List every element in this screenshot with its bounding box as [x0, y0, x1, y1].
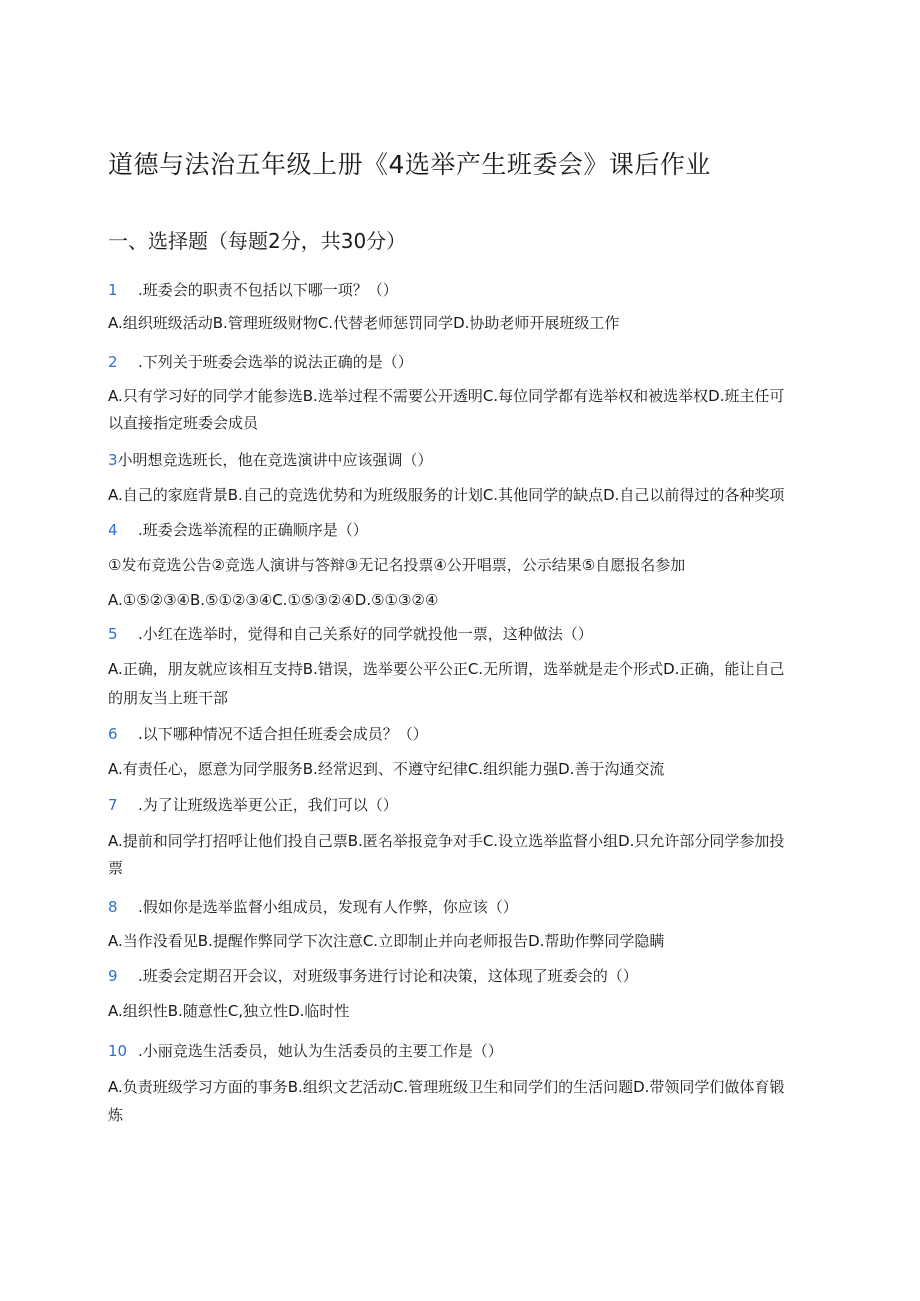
question-text: .下列关于班委会选举的说法正确的是（）	[138, 353, 413, 371]
question-8-options: A.当作没看见B.提醒作弊同学下次注意C.立即制止并向老师报告D.帮助作弊同学隐瞒	[108, 932, 665, 950]
question-7-options-line2: 票	[108, 859, 124, 877]
question-6-options: A.有责任心，愿意为同学服务B.经常迟到、不遵守纪律C.组织能力强D.善于沟通交流	[108, 760, 665, 778]
question-5-options-line2: 的朋友当上班干部	[108, 689, 229, 707]
question-number: 7	[108, 796, 118, 814]
question-7-options-line1: A.提前和同学打招呼让他们投自己票B.匿名举报竞争对手C.设立选举监督小组D.只允许部分同学参加投	[108, 832, 785, 850]
question-5-options-line1: A.正确，朋友就应该相互支持B.错误，选举要公平公正C.无所谓，选举就是走个形式D.正确，能让自己	[108, 660, 785, 678]
document-title: 道德与法治五年级上册《4选举产生班委会》课后作业	[108, 150, 711, 179]
question-number: 4	[108, 521, 118, 539]
question-2-options-line1: A.只有学习好的同学才能参选B.选举过程不需要公开透明C.每位同学都有选举权和被选举权D.班主任可	[108, 387, 785, 405]
question-number: 10	[108, 1042, 128, 1060]
question-number: 6	[108, 725, 118, 743]
question-number: 8	[108, 898, 118, 916]
question-1-options: A.组织班级活动B.管理班级财物C.代替老师惩罚同学D.协助老师开展班级工作	[108, 314, 620, 332]
section-heading: 一、选择题（每题2分，共30分）	[108, 229, 407, 253]
question-4-steps: ①发布竞选公告②竞选人演讲与答辩③无记名投票④公开唱票，公示结果⑤自愿报名参加	[108, 556, 686, 574]
question-1	[108, 278, 398, 302]
question-text: .班委会定期召开会议，对班级事务进行讨论和决策，这体现了班委会的（）	[138, 967, 638, 985]
question-3	[108, 448, 433, 472]
question-text: 小明想竞选班长，他在竞选演讲中应该强调（）	[117, 451, 433, 469]
question-10-options-line1: A.负责班级学习方面的事务B.组织文艺活动C.管理班级卫生和同学们的生活问题D.带领同学们做体育锻	[108, 1078, 785, 1096]
question-5	[108, 622, 593, 646]
question-number: 1	[108, 281, 118, 299]
question-text: .班委会的职责不包括以下哪一项？（）	[138, 281, 398, 299]
question-text: .班委会选举流程的正确顺序是（）	[138, 521, 368, 539]
question-8	[108, 895, 518, 919]
question-4	[108, 518, 368, 542]
question-3-options: A.自己的家庭背景B.自己的竞选优势和为班级服务的计划C.其他同学的缺点D.自己以前得过的各种奖项	[108, 486, 785, 504]
question-text: .假如你是选举监督小组成员，发现有人作弊，你应该（）	[138, 898, 518, 916]
question-text: .以下哪种情况不适合担任班委会成员？（）	[138, 725, 428, 743]
question-number: 2	[108, 353, 118, 371]
question-2-options-line2: 以直接指定班委会成员	[108, 414, 259, 432]
question-text: .小红在选举时，觉得和自己关系好的同学就投他一票，这种做法（）	[138, 625, 593, 643]
question-number: 3	[108, 451, 118, 469]
question-7	[108, 793, 398, 817]
question-2	[108, 350, 413, 374]
question-6	[108, 722, 428, 746]
question-10-options-line2: 炼	[108, 1106, 124, 1124]
question-text: .小丽竞选生活委员，她认为生活委员的主要工作是（）	[138, 1042, 503, 1060]
question-text: .为了让班级选举更公正，我们可以（）	[138, 796, 398, 814]
question-9	[108, 964, 638, 988]
question-4-options: A.①⑤②③④B.⑤①②③④C.①⑤③②④D.⑤①③②④	[108, 591, 439, 609]
question-10	[108, 1039, 503, 1063]
question-number: 9	[108, 967, 118, 985]
question-number: 5	[108, 625, 118, 643]
question-9-options: A.组织性B.随意性C,独立性D.临时性	[108, 1002, 350, 1020]
